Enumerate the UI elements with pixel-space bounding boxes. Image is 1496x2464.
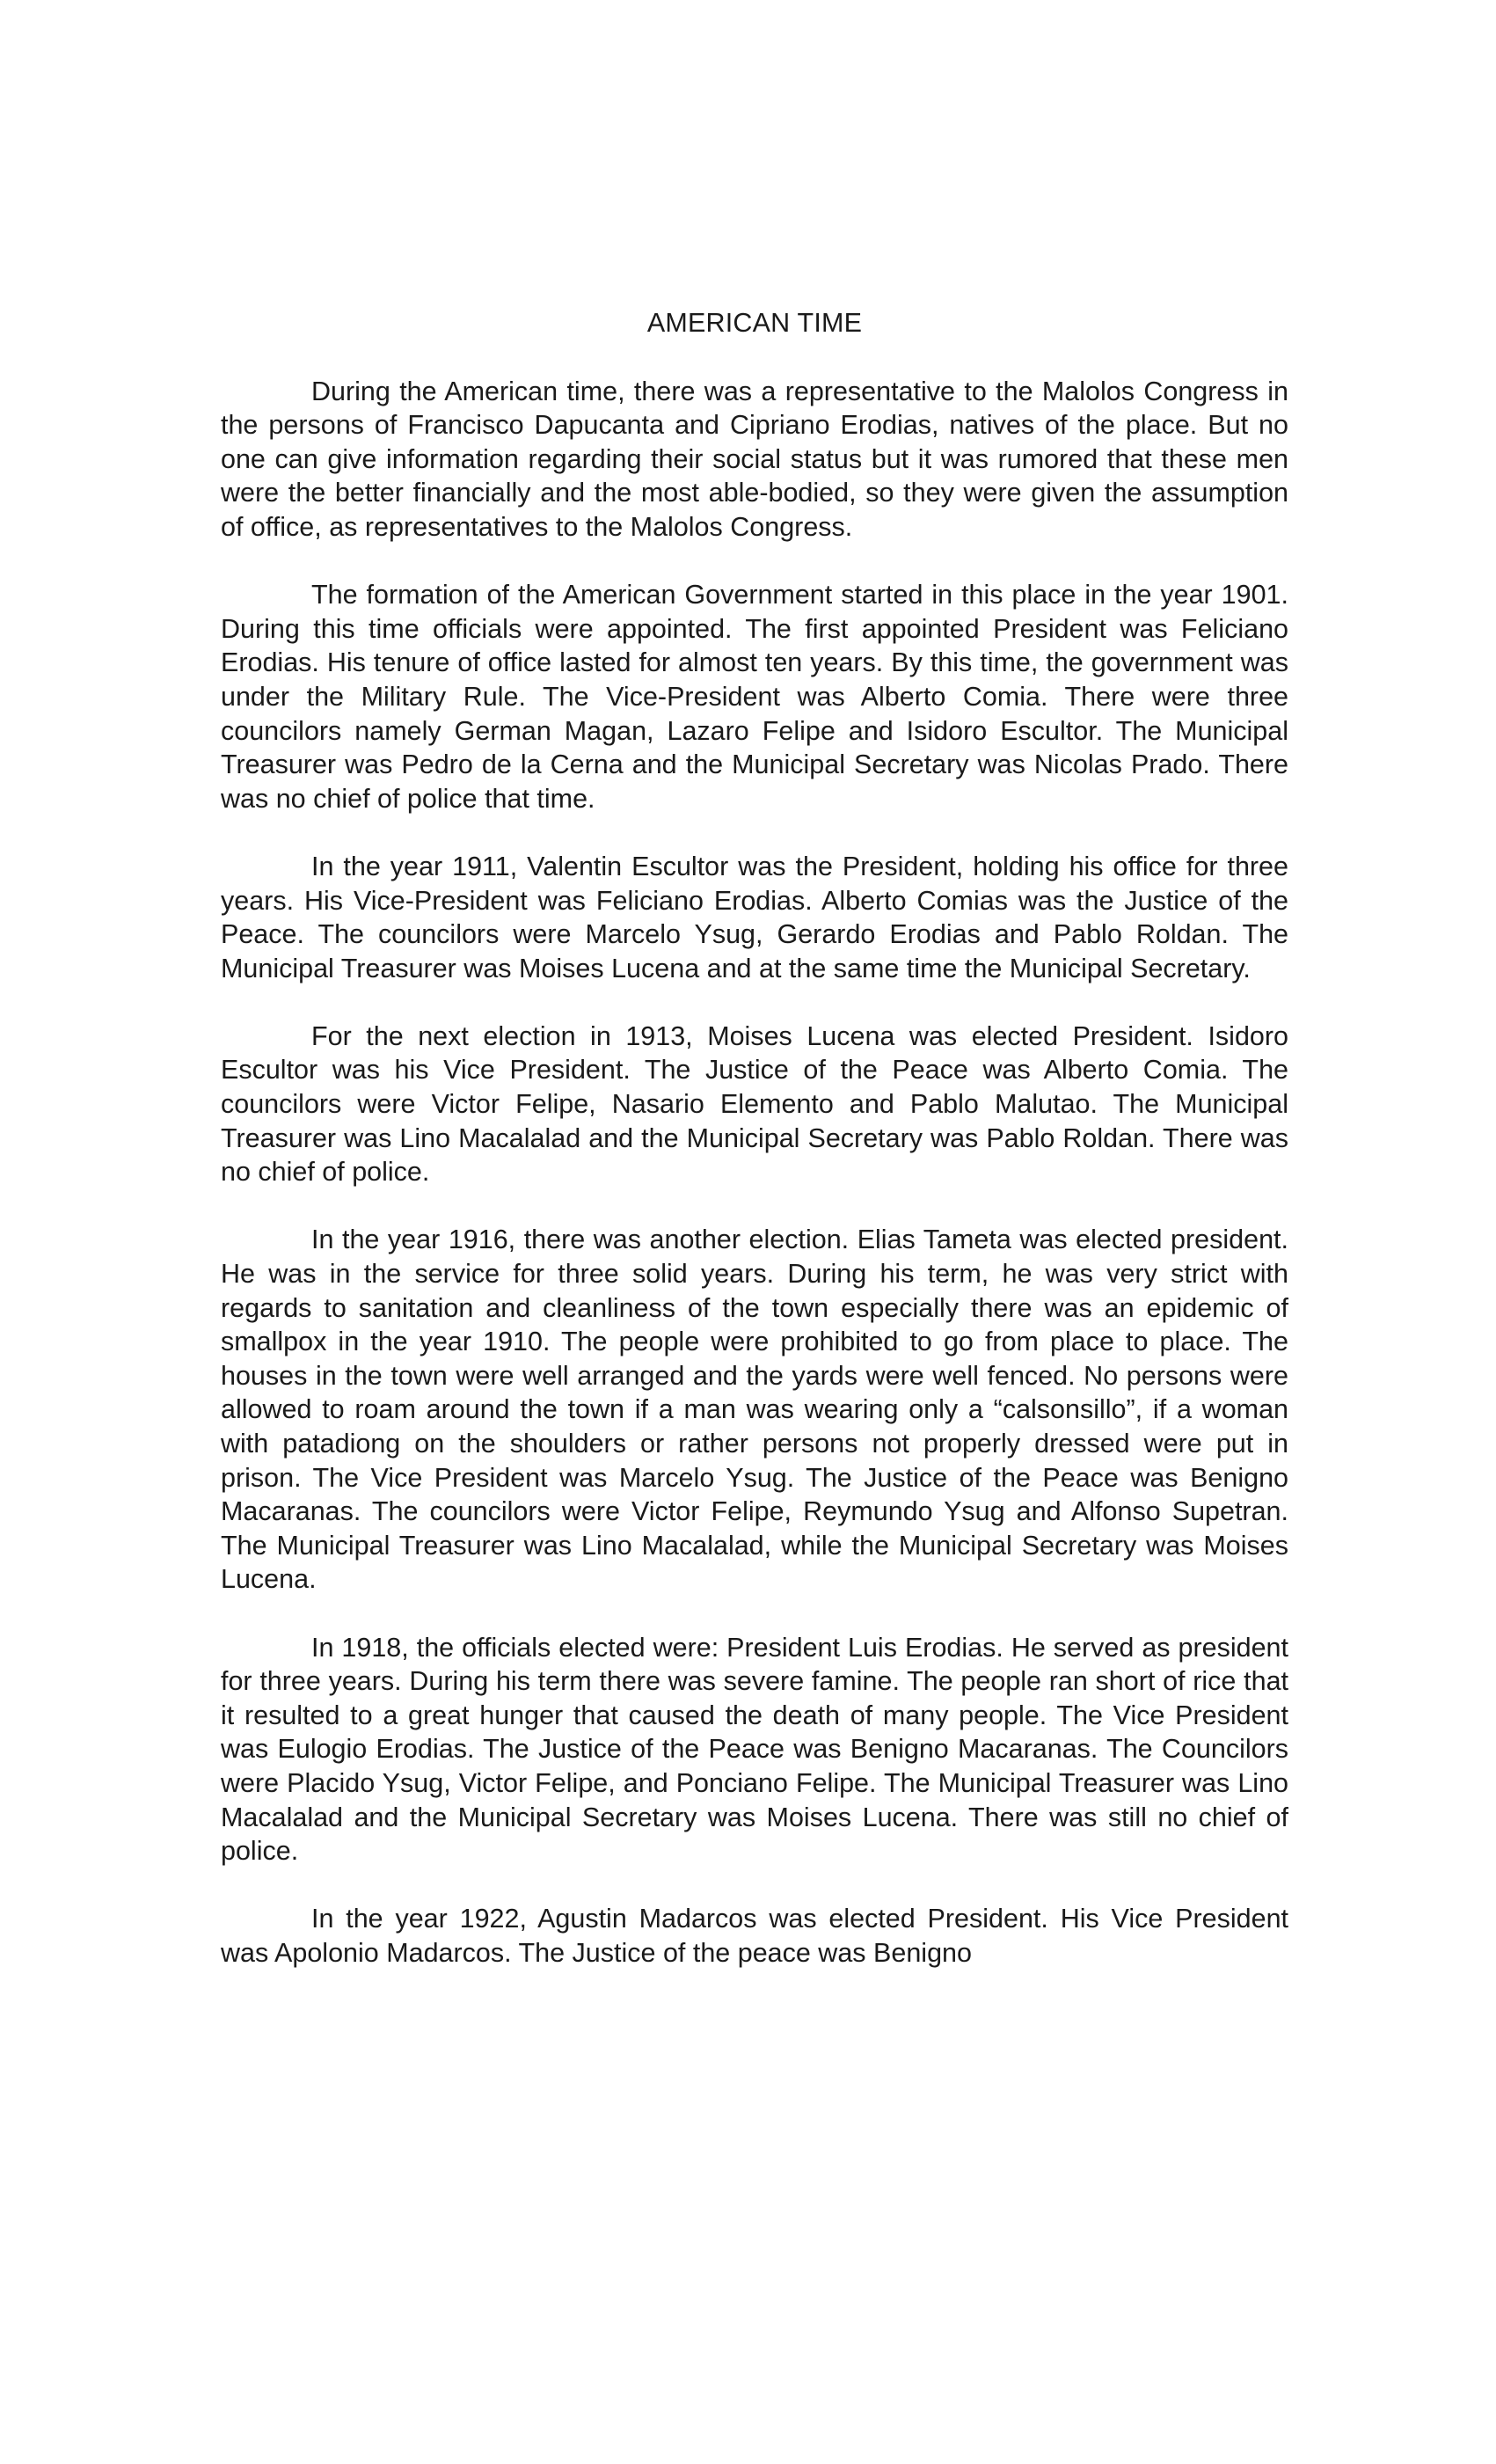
paragraph-5: In the year 1916, there was another election. Elias Tameta was elected president. He was in the service for three solid years. During his term, he was very strict with regards to sanitation and cleanliness of the town especially there was an epidemic of smallpox in the year 1910. The people were prohibited to go from place to place. The houses in the town were well arranged and the yards were well fenced. No persons were allowed to roam around the town if a man was wearing only a “calsonsillo”, if a woman with patadiong on the shoulders or rather persons not properly dressed were put in prison. The Vice President was Marcelo Ysug. The Justice of the Peace was Benigno Macaranas. The councilors were Victor Felipe, Reymundo Ysug and Alfonso Supetran. The Municipal Treasurer was Lino Macalalad, while the Municipal Secretary was Moises Lucena.: [221, 1225, 1288, 1595]
page-title: AMERICAN TIME: [646, 308, 863, 338]
paragraph-2: The formation of the American Government started in this place in the year 1901. During this time officials were appointed. The first appointed President was Feliciano Erodias. His tenure of office lasted for almost ten years. By this time, the government was under the Military Rule. The Vice-President was Alberto Comia. There were three councilors namely German Magan, Lazaro Felipe and Isidoro Escultor. The Municipal Treasurer was Pedro de la Cerna and the Municipal Secretary was Nicolas Prado. There was no chief of police that time.: [221, 580, 1288, 814]
paragraph-4: For the next election in 1913, Moises Lucena was elected President. Isidoro Escultor was his Vice President. The Justice of the Peace was Alberto Comia. The councilors were Victor Felipe, Nasario Elemento and Pablo Malutao. The Municipal Treasurer was Lino Macalalad and the Municipal Secretary was Pablo Roldan. There was no chief of police.: [221, 1020, 1288, 1188]
paragraph-7: In the year 1922, Agustin Madarcos was elected President. His Vice President was Apolonio Madarcos. The Justice of the peace was Benigno: [221, 1904, 1288, 1968]
paragraph-1: During the American time, there was a representative to the Malolos Congress in the persons of Francisco Dapucanta and Cipriano Erodias, natives of the place. But no one can give information regarding their social status but it was rumored that these men were the better financially and the most able-bodied, so they were given the assumption of office, as representatives to the Malolos Congress.: [221, 376, 1288, 542]
document-body: [221, 306, 1288, 1970]
paragraph-3: In the year 1911, Valentin Escultor was the President, holding his office for three years. His Vice-President was Feliciano Erodias. Alberto Comias was the Justice of the Peace. The councilors were Marcelo Ysug, Gerardo Erodias and Pablo Roldan. The Municipal Treasurer was Moises Lucena and at the same time the Municipal Secretary.: [221, 851, 1288, 983]
paragraph-6: In 1918, the officials elected were: President Luis Erodias. He served as president for three years. During his term there was severe famine. The people ran short of rice that it resulted to a great hunger that caused the death of many people. The Vice President was Eulogio Erodias. The Justice of the Peace was Benigno Macaranas. The Councilors were Placido Ysug, Victor Felipe, and Ponciano Felipe. The Municipal Treasurer was Lino Macalalad and the Municipal Secretary was Moises Lucena. There was still no chief of police.: [221, 1632, 1288, 1867]
